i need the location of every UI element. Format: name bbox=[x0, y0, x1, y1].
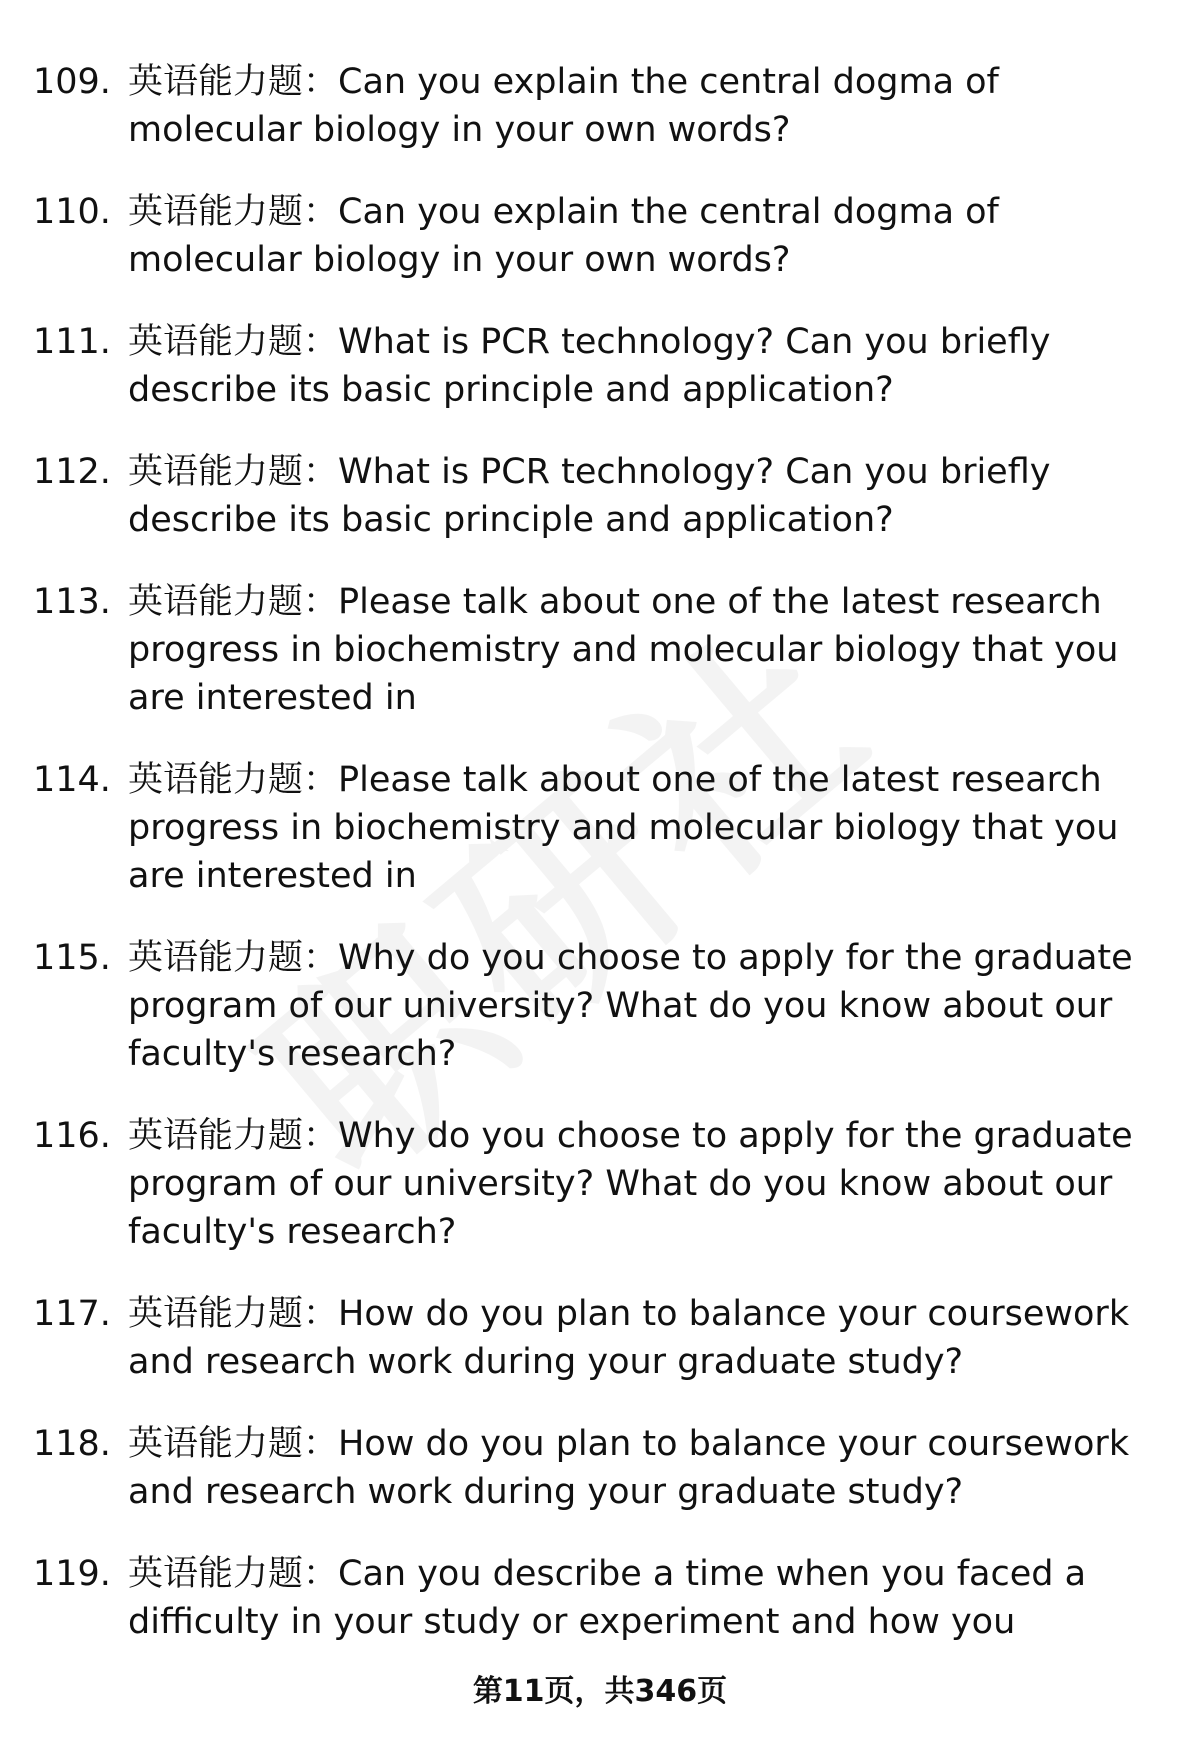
question-number: 117. bbox=[33, 1294, 111, 1334]
question-body bbox=[128, 934, 1138, 1078]
question-item bbox=[0, 578, 1200, 722]
question-body bbox=[128, 578, 1138, 722]
question-number: 109. bbox=[33, 62, 111, 102]
question-text: Why do you choose to apply for the graduate program of our university? What do you know about our faculty's research? bbox=[128, 1116, 1133, 1252]
question-prefix: 英语能力题： bbox=[128, 938, 339, 978]
question-body bbox=[128, 1290, 1138, 1386]
question-prefix: 英语能力题： bbox=[128, 1294, 339, 1334]
question-text: What is PCR technology? Can you briefly describe its basic principle and application? bbox=[128, 452, 1051, 540]
question-text: Please talk about one of the latest research progress in biochemistry and molecular biology that you are interested in bbox=[128, 582, 1119, 718]
page-indicator: 第11页，共346页 bbox=[472, 1674, 728, 1709]
question-prefix: 英语能力题： bbox=[128, 62, 339, 102]
question-item bbox=[0, 318, 1200, 414]
question-body bbox=[128, 756, 1138, 900]
question-number: 110. bbox=[33, 192, 111, 232]
question-number: 111. bbox=[33, 322, 111, 362]
question-prefix: 英语能力题： bbox=[128, 1554, 339, 1594]
question-text: What is PCR technology? Can you briefly describe its basic principle and application? bbox=[128, 322, 1051, 410]
question-item bbox=[0, 1550, 1200, 1646]
question-text: Can you describe a time when you faced a difficulty in your study or experiment and how you bbox=[128, 1554, 1087, 1642]
question-text: How do you plan to balance your coursework and research work during your graduate study? bbox=[128, 1294, 1130, 1382]
question-item bbox=[0, 448, 1200, 544]
question-prefix: 英语能力题： bbox=[128, 760, 339, 800]
question-prefix: 英语能力题： bbox=[128, 1424, 339, 1464]
question-item bbox=[0, 58, 1200, 154]
question-item bbox=[0, 1290, 1200, 1386]
question-body bbox=[128, 1112, 1138, 1256]
question-number: 114. bbox=[33, 760, 111, 800]
question-prefix: 英语能力题： bbox=[128, 452, 339, 492]
question-text: Can you explain the central dogma of molecular biology in your own words? bbox=[128, 62, 999, 150]
question-number: 116. bbox=[33, 1116, 111, 1156]
question-text: Can you explain the central dogma of molecular biology in your own words? bbox=[128, 192, 999, 280]
question-body bbox=[128, 1420, 1138, 1516]
question-body bbox=[128, 318, 1138, 414]
question-prefix: 英语能力题： bbox=[128, 582, 339, 622]
question-number: 119. bbox=[33, 1554, 111, 1594]
question-item bbox=[0, 1420, 1200, 1516]
question-number: 115. bbox=[33, 938, 111, 978]
question-text: Why do you choose to apply for the graduate program of our university? What do you know about our faculty's research? bbox=[128, 938, 1133, 1074]
question-body bbox=[128, 188, 1138, 284]
question-list bbox=[0, 58, 1200, 1680]
question-number: 113. bbox=[33, 582, 111, 622]
question-prefix: 英语能力题： bbox=[128, 1116, 339, 1156]
question-number: 118. bbox=[33, 1424, 111, 1464]
question-prefix: 英语能力题： bbox=[128, 322, 339, 362]
question-body bbox=[128, 1550, 1138, 1646]
question-item bbox=[0, 1112, 1200, 1256]
question-body bbox=[128, 448, 1138, 544]
question-prefix: 英语能力题： bbox=[128, 192, 339, 232]
question-number: 112. bbox=[33, 452, 111, 492]
question-text: How do you plan to balance your coursework and research work during your graduate study? bbox=[128, 1424, 1130, 1512]
question-item bbox=[0, 934, 1200, 1078]
question-item bbox=[0, 188, 1200, 284]
question-body bbox=[128, 58, 1138, 154]
question-text: Please talk about one of the latest research progress in biochemistry and molecular biology that you are interested in bbox=[128, 760, 1119, 896]
question-item bbox=[0, 756, 1200, 900]
